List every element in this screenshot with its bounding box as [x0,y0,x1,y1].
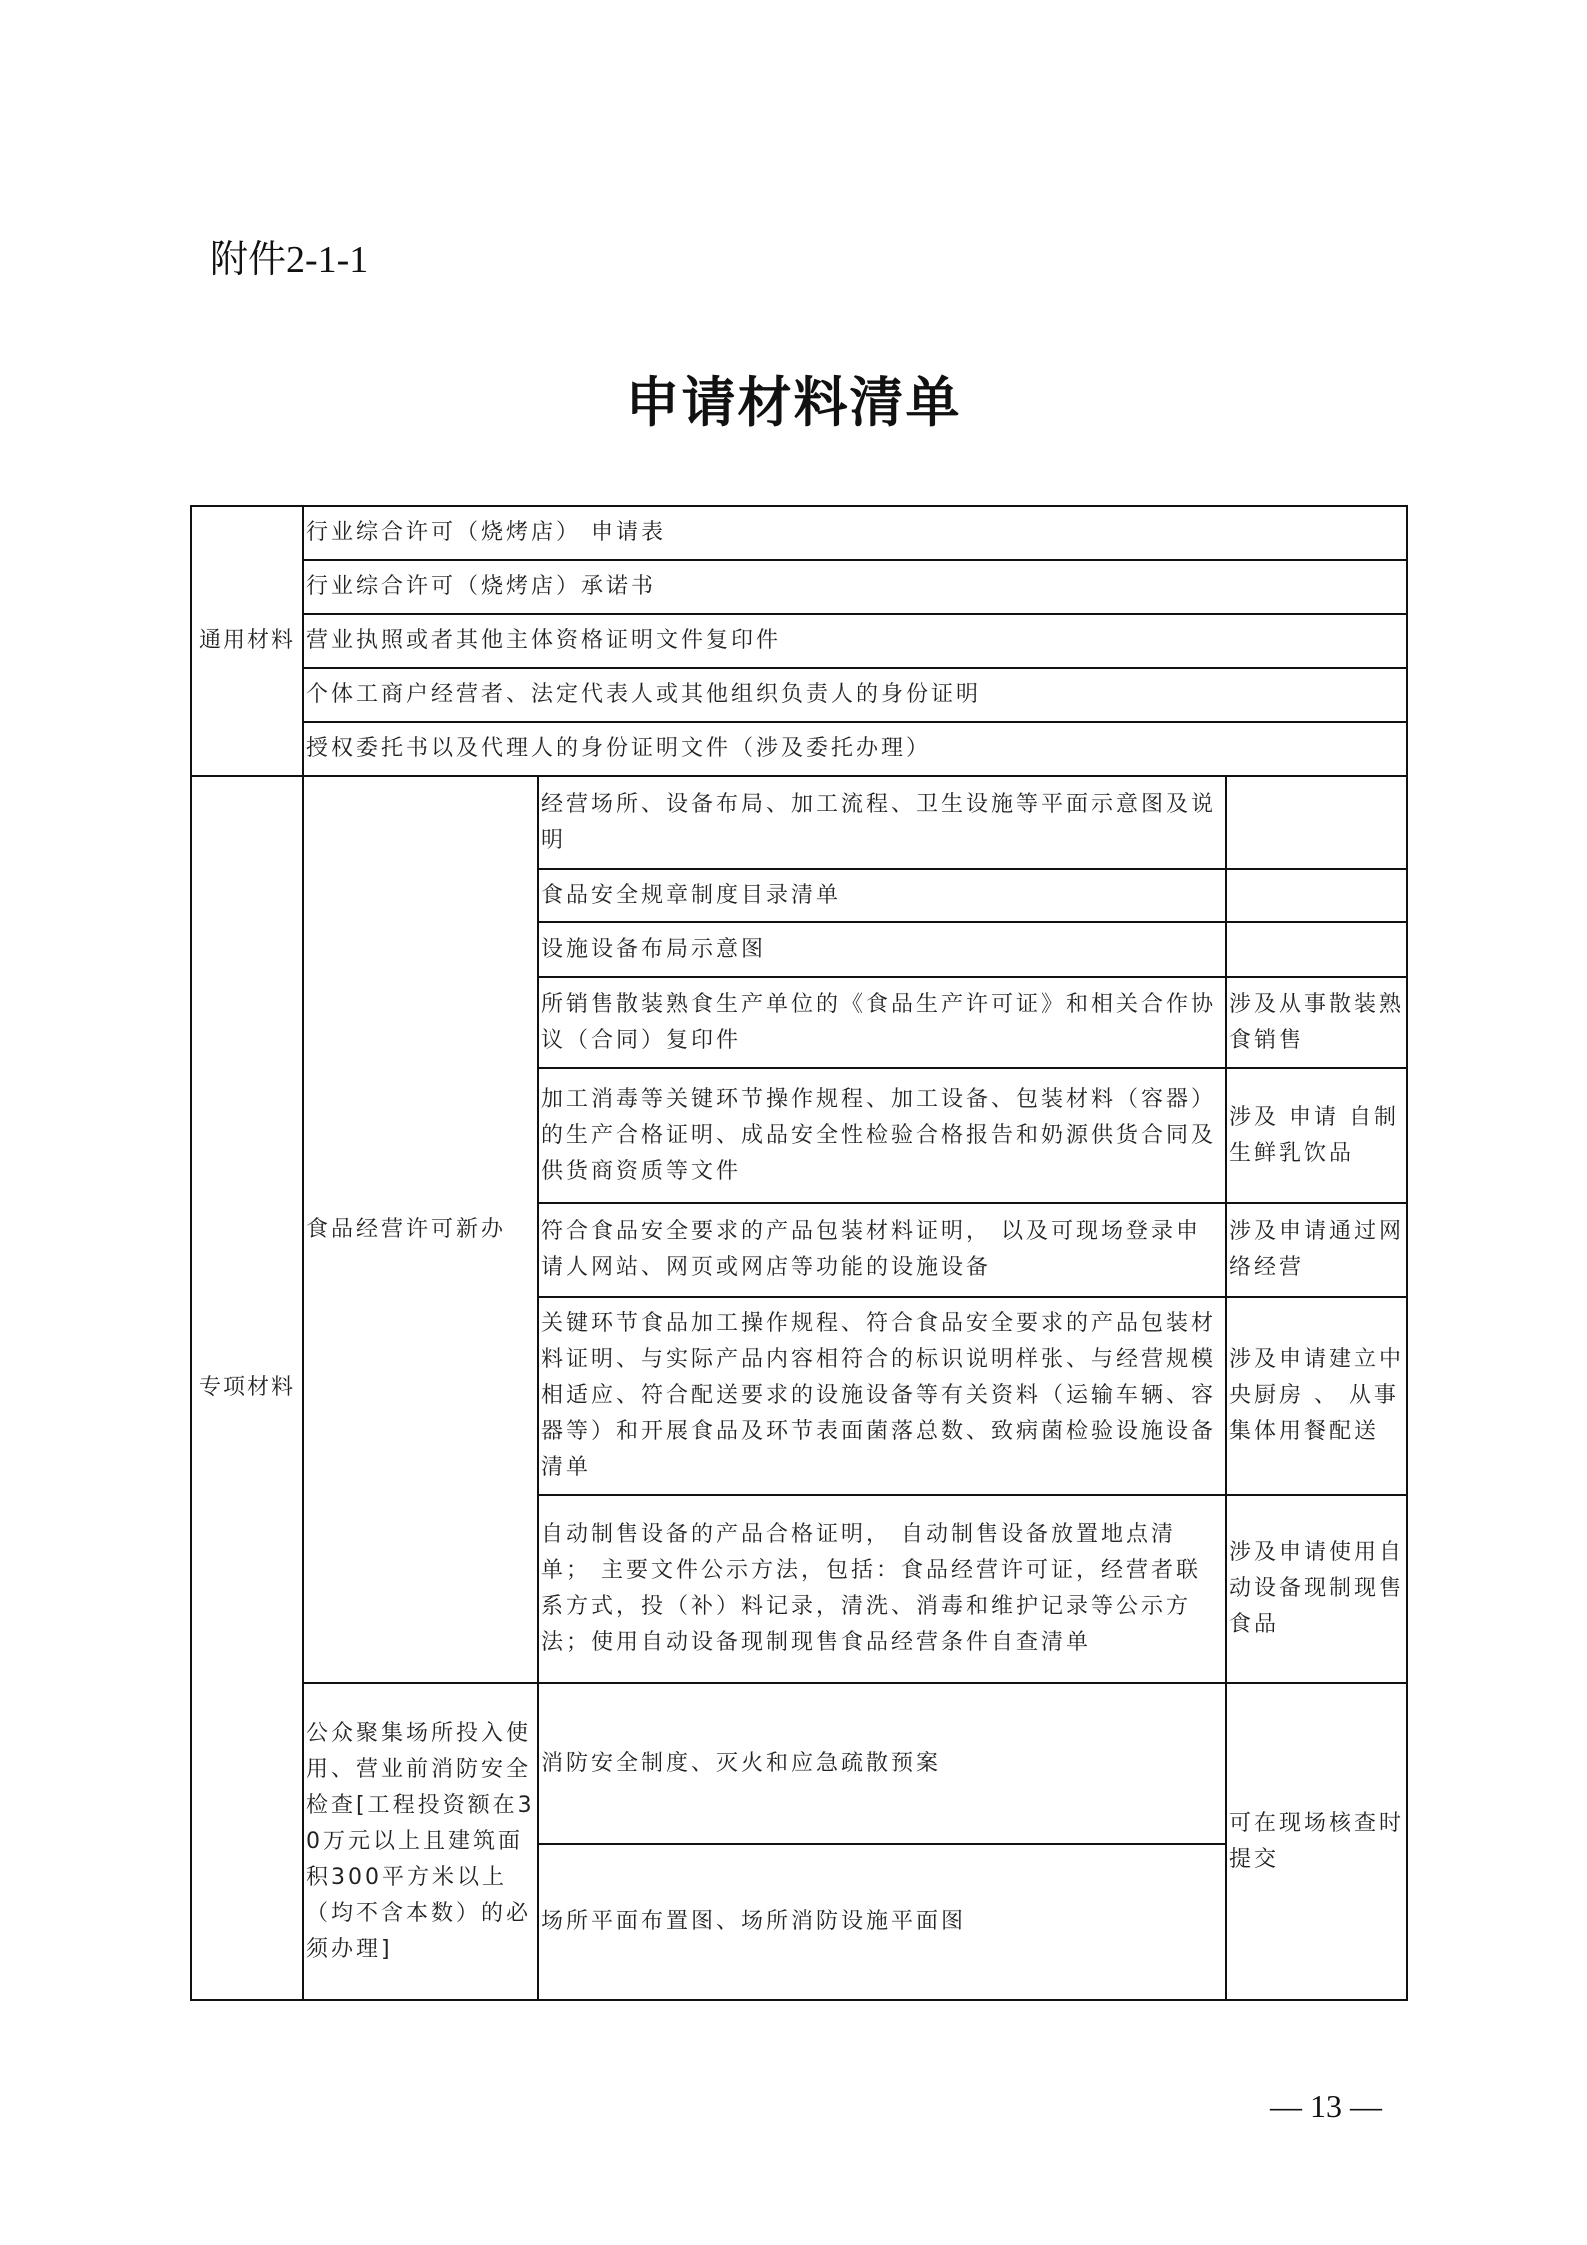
table-row [191,776,1407,869]
material-cell: 食品安全规章制度目录清单 [538,869,1226,922]
general-item: 授权委托书以及代理人的身份证明文件（涉及委托办理） [303,722,1407,776]
page-title: 申请材料清单 [625,371,962,434]
general-category: 通用材料 [191,506,303,776]
table-row [191,1683,1407,1844]
material-cell: 自动制售设备的产品合格证明， 自动制售设备放置地点清单； 主要文件公示方法，包括：食品经营许可证，经营者联系方式，投（补）料记录，清洗、消毒和维护记录等公示方法；使用自动设备现制现售食品经营条件自查清单 [538,1495,1226,1683]
note-cell: 涉及 申请 自制生鲜乳饮品 [1226,1068,1407,1203]
attachment-label: 附件2-1-1 [210,239,369,281]
note-cell [1226,776,1407,869]
special-category: 专项材料 [191,776,303,2000]
material-cell: 设施设备布局示意图 [538,922,1226,977]
note-cell [1226,922,1407,977]
general-item: 个体工商户经营者、法定代表人或其他组织负责人的身份证明 [303,668,1407,722]
table-row [191,506,1407,560]
table-row [191,614,1407,668]
group-name: 公众聚集场所投入使用、营业前消防安全检查[工程投资额在30万元以上且建筑面积300平方米以上（均不含本数）的必须办理] [303,1683,538,2000]
material-cell: 关键环节食品加工操作规程、符合食品安全要求的产品包装材料证明、与实际产品内容相符合的标识说明样张、与经营规模相适应、符合配送要求的设施设备等有关资料（运输车辆、容器等）和开展食品及环节表面菌落总数、致病菌检验设施设备清单 [538,1297,1226,1495]
table-row [191,722,1407,776]
table-row [191,668,1407,722]
note-cell: 涉及申请建立中央厨房 、 从事集体用餐配送 [1226,1297,1407,1495]
note-cell [1226,869,1407,922]
material-cell: 加工消毒等关键环节操作规程、加工设备、包装材料（容器） 的生产合格证明、成品安全性检验合格报告和奶源供货合同及供货商资质等文件 [538,1068,1226,1203]
note-cell: 涉及从事散装熟食销售 [1226,977,1407,1068]
material-cell: 消防安全制度、灭火和应急疏散预案 [538,1683,1226,1844]
group-name: 食品经营许可新办 [303,776,538,1683]
material-cell: 场所平面布置图、场所消防设施平面图 [538,1844,1226,2000]
general-item: 行业综合许可（烧烤店）承诺书 [303,560,1407,614]
general-item: 行业综合许可（烧烤店） 申请表 [303,506,1407,560]
material-cell: 符合食品安全要求的产品包装材料证明， 以及可现场登录申请人网站、网页或网店等功能的设施设备 [538,1203,1226,1297]
general-item: 营业执照或者其他主体资格证明文件复印件 [303,614,1407,668]
material-cell: 经营场所、设备布局、加工流程、卫生设施等平面示意图及说明 [538,776,1226,869]
material-cell: 所销售散装熟食生产单位的《食品生产许可证》和相关合作协议（合同）复印件 [538,977,1226,1068]
materials-table [190,505,1408,2001]
note-cell: 可在现场核查时提交 [1226,1683,1407,2000]
table-row [191,560,1407,614]
page-number: — 13 — [1270,2088,1382,2124]
note-cell: 涉及申请通过网络经营 [1226,1203,1407,1297]
note-cell: 涉及申请使用自动设备现制现售食品 [1226,1495,1407,1683]
